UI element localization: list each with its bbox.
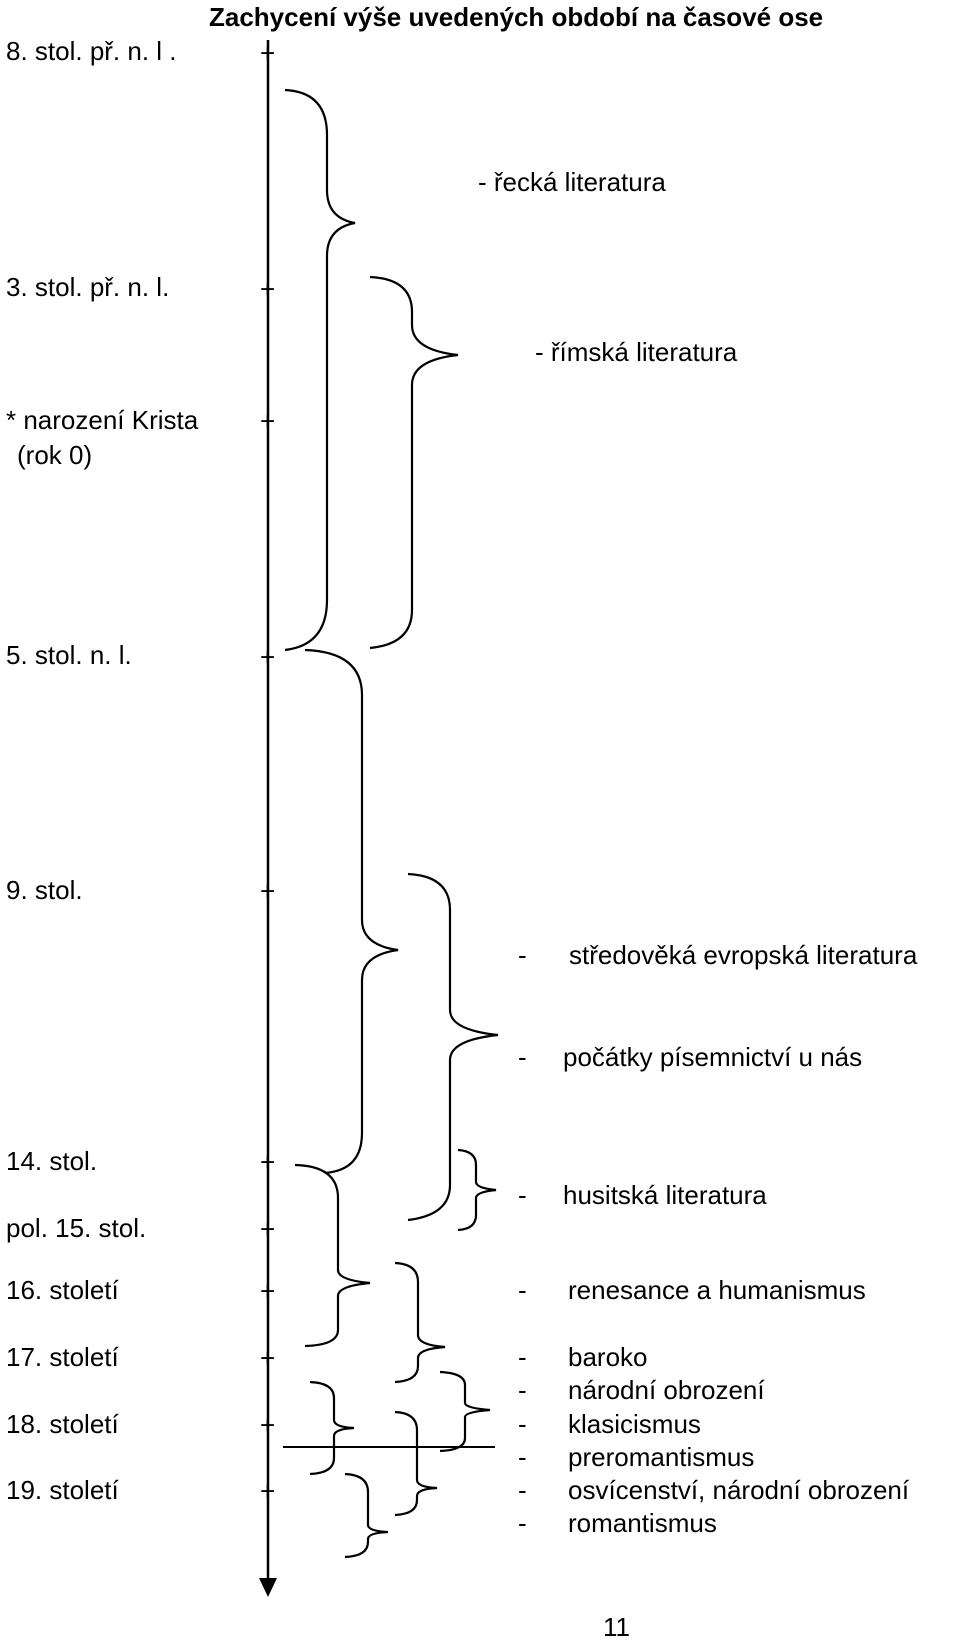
period-dash: - xyxy=(518,940,527,970)
period-narodni-obrozeni: národní obrození xyxy=(568,1375,765,1405)
tick-mark: + xyxy=(260,1214,276,1244)
tick-mark: + xyxy=(260,1343,276,1373)
brace-pocatky xyxy=(408,874,498,1220)
period-dash: - xyxy=(518,1409,527,1439)
brace-rimska xyxy=(370,277,458,648)
period-dash: - xyxy=(518,1180,527,1210)
page-title: Zachycení výše uvedených období na časové ose xyxy=(209,2,824,32)
period-stredoveka-literatura: středověká evropská literatura xyxy=(569,940,918,970)
tick-mark: + xyxy=(260,642,276,672)
period-osvicenstvi-narodni-obrozeni: osvícenství, národní obrození xyxy=(568,1475,910,1505)
label-3-stol-pr-n-l: 3. stol. př. n. l. xyxy=(6,272,170,302)
period-dash: - xyxy=(518,1475,527,1505)
label-5-stol-n-l: 5. stol. n. l. xyxy=(6,640,132,670)
brace-renesance xyxy=(295,1165,370,1346)
label-rok-0: (rok 0) xyxy=(17,440,93,470)
period-preromantismus: preromantismus xyxy=(568,1442,755,1472)
period-husitska-literatura: husitská literatura xyxy=(563,1180,767,1210)
tick-mark: + xyxy=(260,1147,276,1177)
brace-baroko xyxy=(395,1263,445,1382)
period-dash: - xyxy=(518,1508,527,1538)
brace-recka xyxy=(285,90,355,650)
brace-stredoveka xyxy=(305,650,398,1173)
label-18-stoleti: 18. století xyxy=(6,1409,119,1439)
period-dash: - xyxy=(518,1375,527,1405)
timeline-arrow-head xyxy=(259,1578,277,1597)
period-dash: - xyxy=(518,1442,527,1472)
brace-romantismus xyxy=(345,1474,388,1557)
label-9-stol: 9. stol. xyxy=(6,875,83,905)
period-dash: - xyxy=(518,1342,527,1372)
tick-mark: + xyxy=(260,38,276,68)
brace-husitska xyxy=(458,1150,496,1230)
brace-klasicismus xyxy=(310,1382,354,1474)
page-number: 11 xyxy=(603,1612,630,1642)
label-17-stoleti: 17. století xyxy=(6,1342,119,1372)
tick-mark: + xyxy=(260,1410,276,1440)
period-dash: - xyxy=(518,1042,527,1072)
brace-preromantismus xyxy=(395,1412,437,1515)
period-dash: - xyxy=(518,1275,527,1305)
label-16-stoleti: 16. století xyxy=(6,1275,119,1305)
tick-mark: + xyxy=(260,1476,276,1506)
label-narozeni-krista: * narození Krista xyxy=(6,405,199,435)
period-recka-literatura: - řecká literatura xyxy=(478,167,666,197)
period-baroko: baroko xyxy=(568,1342,648,1372)
label-pol-15-stol: pol. 15. stol. xyxy=(6,1213,147,1243)
label-19-stoleti: 19. století xyxy=(6,1475,119,1505)
period-renesance-humanismus: renesance a humanismus xyxy=(568,1275,866,1305)
tick-mark: + xyxy=(260,274,276,304)
period-romantismus: romantismus xyxy=(568,1508,717,1538)
brace-narodni-obrozeni xyxy=(440,1372,490,1451)
tick-mark: + xyxy=(260,406,276,436)
label-8-stol-pr-n-l: 8. stol. př. n. l . xyxy=(6,36,177,66)
period-rimska-literatura: - římská literatura xyxy=(535,337,738,367)
tick-mark: + xyxy=(260,1276,276,1306)
period-klasicismus: klasicismus xyxy=(568,1409,701,1439)
tick-mark: + xyxy=(260,876,276,906)
period-pocatky-pisemnictvi: počátky písemnictví u nás xyxy=(563,1042,863,1072)
label-14-stol: 14. stol. xyxy=(6,1146,98,1176)
